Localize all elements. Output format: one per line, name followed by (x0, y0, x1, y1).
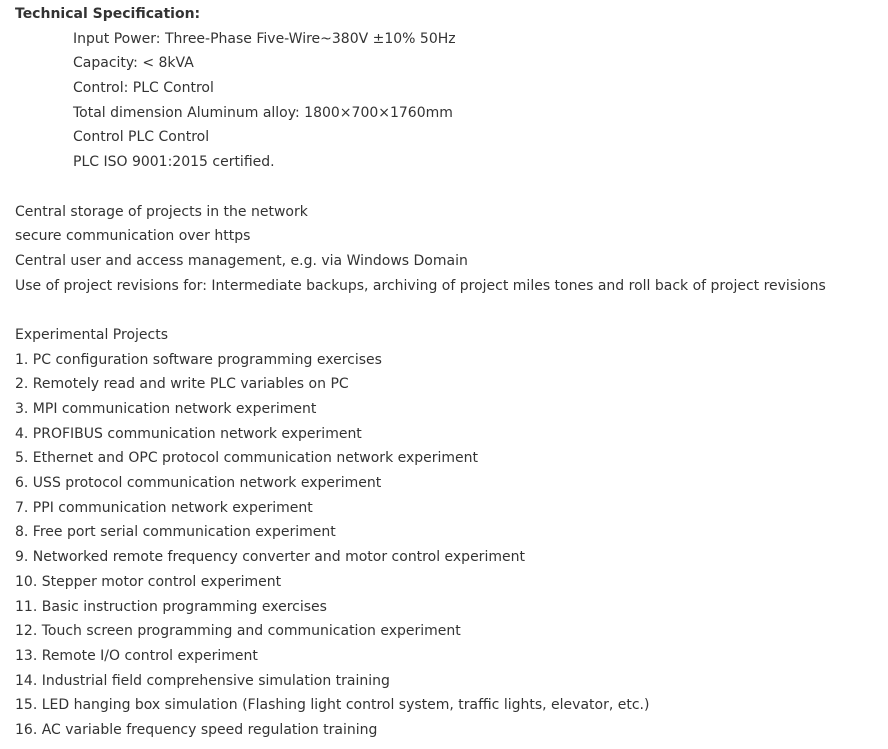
project-item: 12. Touch screen programming and communication experiment (15, 623, 461, 640)
feature-item: Use of project revisions for: Intermediate backups, archiving of project miles tones and roll back of project revisions (15, 277, 826, 294)
project-item: 1. PC configuration software programming exercises (15, 351, 382, 368)
project-item: 3. MPI communication network experiment (15, 401, 317, 417)
spec-item: PLC ISO 9001:2015 certified. (73, 154, 275, 171)
spec-item: Capacity: < 8kVA (73, 55, 194, 72)
spec-list (15, 27, 881, 175)
project-item: 16. AC variable frequency speed regulation training (15, 721, 378, 738)
project-item: 8. Free port serial communication experiment (15, 524, 336, 541)
project-item: 4. PROFIBUS communication network experiment (15, 425, 362, 442)
feature-item: Central storage of projects in the network (15, 203, 308, 220)
project-item: 11. Basic instruction programming exercises (15, 598, 327, 615)
spec-item: Control: PLC Control (73, 80, 214, 97)
project-item: 5. Ethernet and OPC protocol communication network experiment (15, 450, 479, 467)
project-item: 9. Networked remote frequency converter and motor control experiment (15, 549, 525, 566)
document-body (15, 2, 881, 743)
feature-item: Central user and access management, e.g. via Windows Domain (15, 252, 468, 269)
feature-list (15, 200, 881, 299)
projects-heading: Experimental Projects (15, 326, 169, 343)
project-item: 13. Remote I/O control experiment (15, 647, 258, 664)
project-item: 14. Industrial field comprehensive simulation training (15, 672, 390, 689)
spec-item: Input Power: Three-Phase Five-Wire~380V ±10% 50Hz (73, 30, 456, 47)
project-item: 15. LED hanging box simulation (Flashing light control system, traffic lights, elevator, etc.) (15, 697, 650, 714)
project-item: 6. USS protocol communication network experiment (15, 475, 382, 492)
project-item: 7. PPI communication network experiment (15, 499, 313, 516)
projects-list (15, 348, 881, 743)
spec-heading: Technical Specification: (15, 6, 201, 22)
spacer (15, 298, 881, 323)
project-item: 2. Remotely read and write PLC variables on PC (15, 376, 349, 393)
spec-item: Control PLC Control (73, 129, 210, 146)
feature-item: secure communication over https (15, 228, 251, 245)
spec-item: Total dimension Aluminum alloy: 1800×700×1760mm (73, 104, 453, 121)
project-item: 10. Stepper motor control experiment (15, 573, 282, 590)
spacer (15, 175, 881, 200)
